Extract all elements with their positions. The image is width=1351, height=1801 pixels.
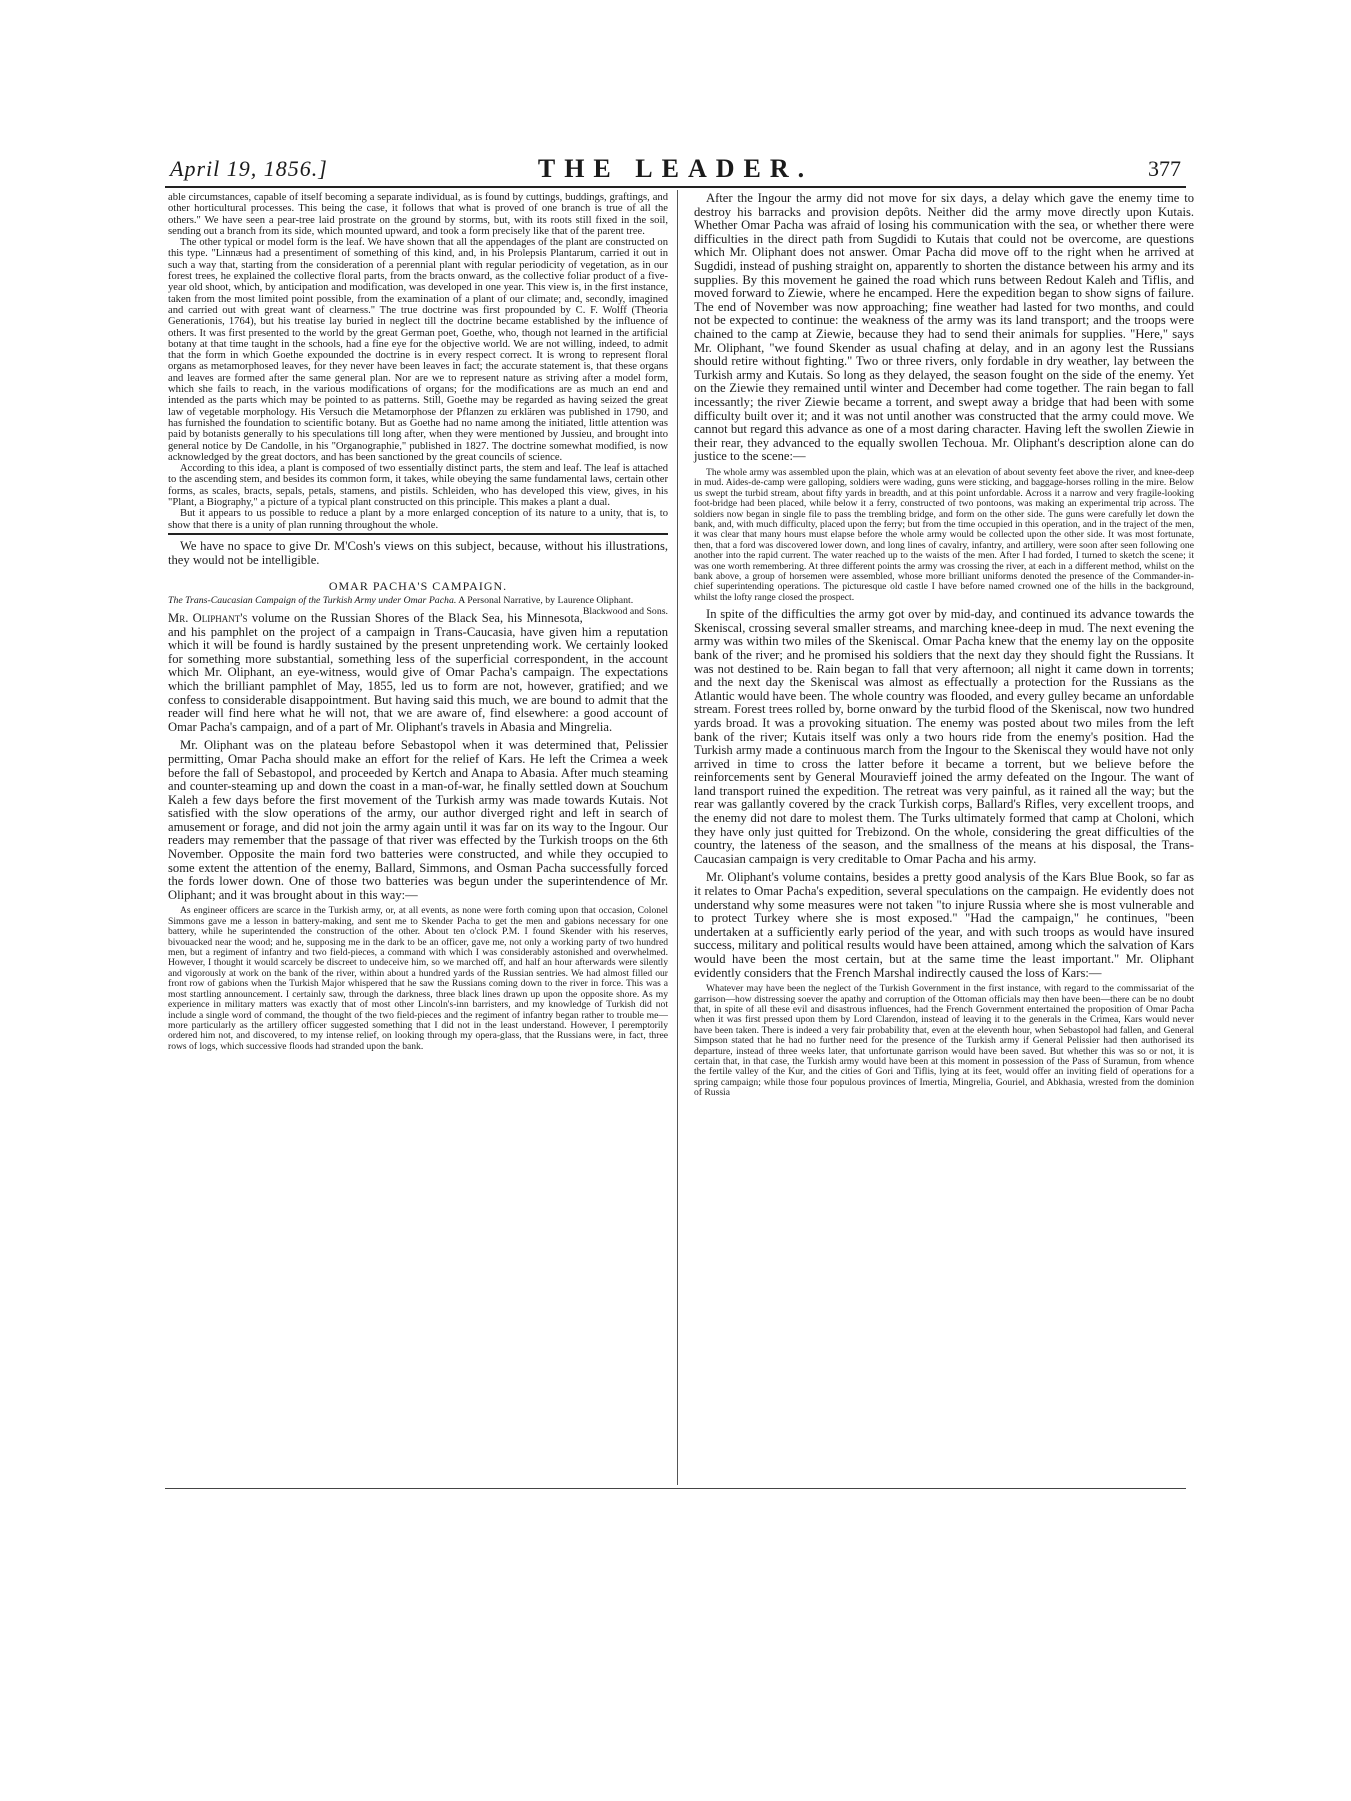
review-opening-name: Mr. Oliphant's [168,610,248,625]
issue-date: April 19, 1856.] [170,156,328,181]
masthead [160,154,1191,184]
paragraph: able circumstances, capable of itself becoming a separate individual, as is found by cuttings, buddings, graftings, and other horticultural processes. This being the case, it follows that what is proved of one branch is true of all the others." We have seen a pear-tree laid prostrate on the ground by storms, but, with its roots still fixed in the soil, sending out a branch from its side, which mounted upward, and took a form precisely like that of the parent tree. [168,192,668,237]
closing-note: We have no space to give Dr. M'Cosh's views on this subject, because, without his illustrations, they would not be intelligible. [168,538,668,567]
paragraph: Mr. Oliphant's volume contains, besides a pretty good analysis of the Kars Blue Book, so far as it relates to Omar Pacha's expedition, several speculations on the campaign. He evidently does not understand why some measures were not taken "to injure Russia where she is most vulnerable and to protect Turkey where she is most exposed." "Had the campaign," he continues, "been undertaken at a sufficiently early period of the year, and with such troops as would have insured success, military and political results would have been attained, among which the salvation of Kars would have been the most certain, but at the same time the least important." Mr. Oliphant evidently considers that the French Marshal indirectly caused the loss of Kars:— [694,870,1194,980]
book-citation [168,595,668,617]
paragraph: The other typical or model form is the leaf. We have shown that all the appendages of the plant are constructed on this type. "Linnæus had a presentiment of something of this kind, and, in his Prolepsis Plantarum, carried it out in such a way that, starting from the consideration of a perennial plant with regular periodicity of vegetation, as in our forest trees, he explained the collective floral parts, from the bracts onward, as the collective foliar product of a five-year old shoot, which, by anticipation and modification, was developed in one year. This view is, in the first instance, taken from the most limited point possible, from the examination of a plant of our climate; and, secondly, imagined and carried out with great want of clearness." The true doctrine was first propounded by C. F. Wolff (Theoria Generationis, 1764), but his treatise lay buried in neglect till the doctrine became established by the influence of others. It was first presented to the world by the great German poet, Goethe, who, though not learned in the artificial botany at that time taught in the schools, had a fine eye for the objective world. We are not willing, indeed, to admit that the form in which Goethe expounded the doctrine is in every respect correct. It is wrong to represent floral organs as metamorphosed leaves, for they never have been leaves in fact; the accurate statement is, that these organs and leaves are formed after the same general plan. Nor are we to represent nature as striving after a model form, which she fails to reach, in the various modifications of organs; for the modifications are as much an end and intended as the parts which may be pointed to as patterns. Still, Goethe may be regarded as having seized the great law of vegetable morphology. His Versuch die Metamorphose der Pflanzen zu erklären was published in 1790, and has furnished the foundation to scientific botany. But as Goethe had no name among the initiated, little attention was paid by botanists generally to his speculations till long after, when they were mentioned by Jussieu, and brought into general notice by De Candolle, in his "Organographie," published in 1827. The doctrine somewhat modified, is now acknowledged by the great doctors, and has been sanctioned by the great councils of science. [168,237,668,463]
page-number: 377 [1148,156,1181,181]
paragraph: According to this idea, a plant is composed of two essentially distinct parts, the stem and leaf. The leaf is attached to the ascending stem, and besides its common form, it takes, while obeying the same fundamental laws, certain other forms, as scales, bracts, sepals, petals, stamens, and pistils. Schleiden, who has developed this view, gives, in his "Plant, a Biography," a picture of a typical plant constructed on this principle. This makes a plant a dual. [168,463,668,509]
quoted-extract: Whatever may have been the neglect of the Turkish Government in the first instance, with regard to the commissariat of the garrison—how distressing soever the apathy and corruption of the Ottoman officials may then have been—there can be no doubt that, in spite of all these evil and disastrous influences, had the French Government entertained the proposition of Omar Pacha when it was first pressed upon them by Lord Clarendon, instead of leaving it to the generals in the Crimea, Kars would never have been taken. There is indeed a very fair probability that, even at the eleventh hour, when Sebastopol had fallen, and General Simpson stated that he had no further need for the presence of the Turkish army if General Pelissier had then authorised its departure, instead of three weeks later, that unfortunate garrison would have been saved. But whether this was so or not, it is certain that, in that case, the Turkish army would have been at this moment in possession of the Pass of Suramun, from whence the fertile valley of the Kur, and the cities of Gori and Tiflis, lying at its feet, would offer an inviting field of operations for a spring campaign; while those four populous provinces of Imertia, Mingrelia, Gouriel, and Abkhasia, wrested from the dominion of Russia [694,983,1194,1099]
right-column [694,192,1194,1099]
book-title: The Trans-Caucasian Campaign of the Turkish Army under Omar Pacha. [168,595,457,607]
paragraph: After the Ingour the army did not move for six days, a delay which gave the enemy time to destroy his barracks and provision depôts. Neither did the army move directly upon Kutais. Whether Omar Pacha was afraid of losing his communication with the sea, or whether there were difficulties in the direct path from Sugdidi to Kutais that could not be overcome, are questions which Mr. Oliphant does not answer. Omar Pacha did move off to the right when he arrived at Sugdidi, instead of pushing straight on, apparently to shorten the distance between his army and its supplies. By this movement he gained the road which runs between Redout Kaleh and Tiflis, and moved forward to Ziewie, where he encamped. Here the expedition began to show signs of failure. The end of November was now approaching; fine weather had lasted for two months, and could not be expected to continue: the weakness of the army was its land transport; and the troops were chained to the camp at Ziewie, because they had to send their animals for supplies. "Here," says Mr. Oliphant, "we found Skender as usual chafing at delay, and in an agony lest the Russians should retire without fighting." Two or three rivers, only fordable in dry weather, lay between the Turkish army and Kutais. So long as they delayed, the season fought on the side of the enemy. Yet on the Ziewie they remained until winter and December had come together. The rain began to fall incessantly; the river Ziewie became a torrent, and swept away a bridge that had been with some difficulty built over it; and it was not until another was constructed that the army could move. We cannot but regard this advance as one of a most daring character. Having left the swollen Ziewie in their rear, they advanced to the equally swollen Techoua. Mr. Oliphant's description alone can do justice to the scene:— [694,191,1194,464]
column-divider [677,190,678,1485]
left-column [168,192,668,1052]
header-rule [165,186,1186,188]
newspaper-title: THE LEADER. [537,154,814,183]
book-publisher: Blackwood and Sons. [582,605,668,617]
review-text: volume on the Russian Shores of the Black Sea, his Minnesota, and his pamphlet on the project of a campaign in Trans-Caucasia, have given him a reputation which it will be found is hardly sustained by the present unpretending work. We certainly looked for something more substantial, something less of the superficial correspondent, in the account which Mr. Oliphant, an eye-witness, would give of Omar Pacha's campaign. The expectations which the brilliant pamphlet of May, 1855, led us to form are not, however, gratified; and we confess to considerable disappointment. But having said this much, we are bound to admit that the reader will find here what he will not, that we are aware of, find elsewhere: a good account of Omar Pacha's campaign, and of a part of Mr. Oliphant's travels in Abasia and Mingrelia. [168,610,668,734]
book-subtitle: A Personal Narrative, by Laurence Oliphant. [458,595,634,607]
quoted-extract: The whole army was assembled upon the plain, which was at an elevation of about seventy feet above the river, and knee-deep in mud. Aides-de-camp were galloping, soldiers were wading, guns were sticking, and baggage-horses rolling in the mire. Below us swept the turbid stream, about fifty yards in breadth, and at this point unfordable. Across it a narrow and very fragile-looking foot-bridge had been placed, while below it a ferry, constructed of two pontoons, was making an experimental trip across. The soldiers now began in single file to pass the trembling bridge, and form on the other side. The guns were carefully let down the bank, and, with much difficulty, placed upon the ferry; but from the time occupied in this operation, and in the traject of the men, it was clear that many hours must elapse before the whole army would be collected upon the other side. It was most fortunate, then, that a ford was discovered lower down, and long lines of cavalry, infantry, and artillery, were soon after seen following one another into the rapid current. The water reached up to the waists of the men. After I had forded, I turned to sketch the scene; it was one worth remembering. At three different points the army was crossing the river, at each in a different method, whilst on the bank above, a group of horsemen were assembled, whose more brilliant uniforms denoted the presence of the Commander-in-chief superintending operations. The picturesque old castle I have before named crowned one of the hills in the background, whilst the lofty range closed the prospect. [694,466,1194,603]
footer-rule [165,1488,1186,1489]
paragraph: But it appears to us possible to reduce a plant by a more enlarged conception of its nature to a unity, that is, to show that there is a unity of plan running throughout the whole. [168,508,668,535]
paragraph: In spite of the difficulties the army got over by mid-day, and continued its advance towards the Skeniscal, crossing several smaller streams, and marching knee-deep in mud. The next evening the army was within two miles of the Skeniscal. Omar Pacha knew that the enemy lay on the opposite bank of the river; and he promised his soldiers that the next day they should fight the Russians. It was not destined to be. Rain began to fall that very afternoon; all night it came down in torrents; and the next day the Skeniscal was almost as effectually a protection for the Russians as the Atlantic would have been. The whole country was flooded, and every gulley became an unfordable stream. Forest trees rolled by, borne onward by the turbid flood of the Skeniscal, now two hundred yards broad. It was a provoking situation. The enemy was posted about two miles from the left bank of the river; Kutais itself was only a two hours ride from the enemy's position. Had the Turkish army made a continuous march from the Ingour to the Skeniscal they would have not only arrived in time to cross the latter before it became a torrent, but we believe before the reinforcements sent by General Mouravieff joined the army defeated on the Ingour. The want of land transport ruined the expedition. The retreat was very painful, as it rained all the way; but the rear was gallantly covered by the crack Turkish corps, Ballard's Rifles, very excellent troops, and the enemy did not dare to molest them. The Turks ultimately formed that camp at Choloni, which they have only just quitted for Trebizond. On the whole, considering the great difficulties of the country, the lateness of the season, and the smallness of the means at his disposal, the Trans-Caucasian campaign is very creditable to Omar Pacha and his army. [694,607,1194,866]
section-heading: OMAR PACHA'S CAMPAIGN. [328,579,508,594]
review-paragraph: Mr. Oliphant was on the plateau before Sebastopol when it was determined that, Pelissier permitting, Omar Pacha should make an effort for the relief of Kars. He left the Crimea a week before the fall of Sebastopol, and proceeded by Kertch and Anapa to Abasia. After much steaming and counter-steaming up and down the coast in a man-of-war, he finally settled down at Souchum Kaleh a few days before the first movement of the Turkish army was made towards Kutais. Not satisfied with the slow operations of the army, our author diverged right and left in search of amusement or forage, and did not join the army again until it was far on its way to the Ingour. Our readers may remember that the passage of that river was effected by the Turkish troops on the 6th November. Opposite the main ford two batteries were constructed, and while they occupied to some extent the attention of the enemy, Ballard, Simmons, and Osman Pacha successfully forced the fords lower down. One of those two batteries was begun under the superintendence of Mr. Oliphant; and it was brought about in this way:— [168,738,668,902]
review-paragraph [168,612,668,734]
quoted-extract: As engineer officers are scarce in the Turkish army, or, at all events, as none were forth coming upon that occasion, Colonel Simmons gave me a lesson in battery-making, and sent me to Skender Pacha to get the men and gabions necessary for one battery, while he superintended the construction of the other. About ten o'clock P.M. I found Skender with his reserves, bivouacked near the wood; and he, supposing me in the dark to be an officer, gave me, not only a working party of two hundred men, but a regiment of infantry and two field-pieces, a command with which I was considerably astonished and overwhelmed. However, I thought it would scarcely be discreet to undeceive him, so we marched off, and half an hour afterwards were silently and vigorously at work on the bank of the river, within about a hundred yards of the Russian sentries. We had almost filled our front row of gabions when the Turkish Major whispered that he saw the Russians coming down to the river in force. This was a most startling announcement. I certainly saw, through the darkness, three black lines drawn up upon the opposite shore. As my experience in military matters was exactly that of most other Lincoln's-inn barristers, and my knowledge of Turkish did not include a single word of command, the thought of the two field-pieces and the regiment of infantry began rather to trouble me—more particularly as the artillery officer suggested something that I did not in the least understand. However, I peremptorily ordered him not, and discovered, to my intense relief, on looking through my opera-glass, that the Russians were, in fact, three rows of logs, which successive floods had stranded upon the bank. [168,905,668,1052]
